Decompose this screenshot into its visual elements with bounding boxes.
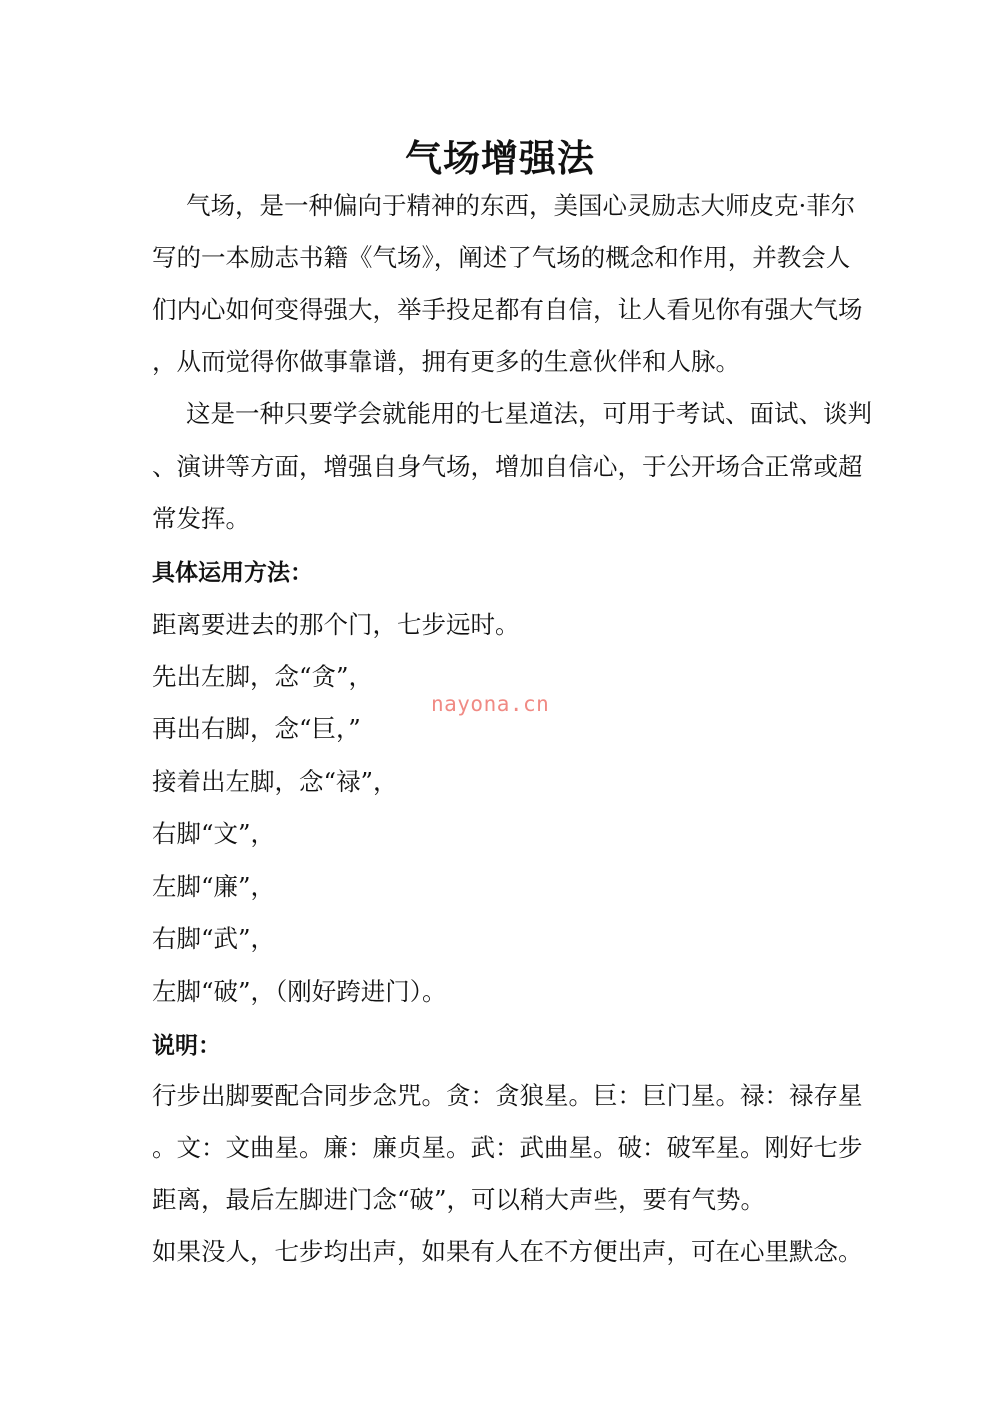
method-line: 接着出左脚，念“禄”， (152, 767, 398, 796)
paragraph-line: 们内心如何变得强大，举手投足都有自信，让人看见你有强大气场 (152, 295, 863, 324)
paragraph-line: 写的一本励志书籍《气场》，阐述了气场的概念和作用，并教会人 (152, 243, 851, 272)
paragraph-line: 常发挥。 (152, 504, 250, 533)
page-title: 气场增强法 (405, 137, 595, 180)
note-line: 行步出脚要配合同步念咒。贪：贪狼星。巨：巨门星。禄：禄存星 (152, 1081, 863, 1110)
method-line: 左脚“破”，（刚好跨进门）。 (152, 977, 447, 1006)
method-line: 距离要进去的那个门，七步远时。 (152, 610, 520, 639)
method-line: 左脚“廉”， (152, 872, 276, 901)
paragraph-line: 这是一种只要学会就能用的七星道法，可用于考试、面试、谈判 (186, 399, 872, 428)
method-heading: 具体运用方法： (152, 560, 313, 586)
method-line: 先出左脚，念“贪”， (152, 662, 374, 691)
paragraph-line: 、演讲等方面，增强自身气场，增加自信心，于公开场合正常或超 (152, 452, 863, 481)
paragraph-line: ，从而觉得你做事靠谱，拥有更多的生意伙伴和人脉。 (152, 347, 740, 376)
method-line: 再出右脚，念“巨，” (152, 714, 361, 743)
note-line: 如果没人，七步均出声，如果有人在不方便出声，可在心里默念。 (152, 1237, 863, 1266)
note-line: 距离，最后左脚进门念“破”，可以稍大声些，要有气势。 (152, 1185, 766, 1214)
method-line: 右脚“文”， (152, 819, 276, 848)
paragraph-line: 气场，是一种偏向于精神的东西，美国心灵励志大师皮克·菲尔 (186, 191, 856, 220)
note-heading: 说明： (152, 1033, 221, 1059)
note-line: 。文：文曲星。廉：廉贞星。武：武曲星。破：破军星。刚好七步 (152, 1133, 863, 1162)
method-line: 右脚“武”， (152, 924, 276, 953)
watermark: nayona.cn (431, 692, 550, 716)
